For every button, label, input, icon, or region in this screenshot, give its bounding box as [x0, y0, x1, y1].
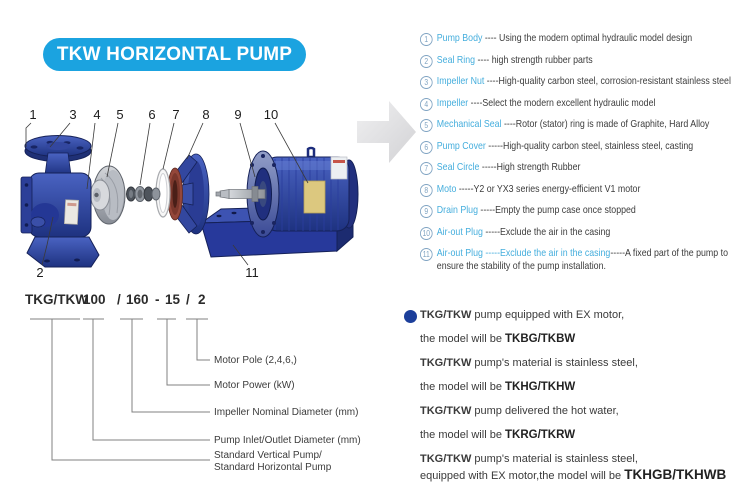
item-number-badge: 11 [420, 248, 433, 261]
label-motor-power: Motor Power (kW) [214, 380, 295, 391]
part-desc: ---- Using the modern optimal hydraulic model design [482, 32, 693, 44]
exploded-pump-diagram [5, 95, 420, 290]
motor-shaft [216, 187, 265, 202]
label-impeller-diameter: Impeller Nominal Diameter (mm) [214, 407, 359, 418]
part-number-11: 11 [245, 265, 259, 280]
pump-cover [168, 154, 210, 234]
parts-list-item [420, 140, 756, 154]
item-number-badge: 10 [420, 227, 433, 240]
right-arrow-icon [357, 101, 416, 163]
part-number-4: 4 [93, 107, 101, 122]
variant-desc: pump equipped with EX motor, [471, 309, 625, 321]
part-number-5: 5 [116, 107, 124, 122]
model-separator: - [155, 292, 160, 307]
part-name: Seal Circle [436, 161, 480, 173]
model-pole: 2 [198, 292, 206, 307]
item-number-badge: 7 [420, 162, 433, 175]
variant-desc: the model will be [420, 381, 505, 393]
variant-line [420, 381, 756, 394]
part-desc: -----High strength Rubber [479, 161, 581, 173]
model-separator: / [117, 292, 121, 307]
item-number-badge: 8 [420, 184, 433, 197]
variant-model-code: TKBG/TKBW [505, 333, 576, 345]
variant-desc: pump's material is stainless steel, [471, 453, 638, 465]
pump-body [21, 136, 99, 268]
parts-list-item [420, 118, 756, 132]
part-number-8: 8 [202, 107, 210, 122]
part-desc: -----Empty the pump case once stopped [477, 204, 636, 216]
part-name: Pump Cover [436, 139, 486, 152]
parts-list-item [420, 247, 756, 273]
part-name: Mechanical Seal [436, 118, 502, 130]
parts-list-item [420, 54, 756, 68]
part-desc: ----Select the modern excellent hydraulic model [468, 96, 656, 109]
parts-list [420, 32, 756, 281]
item-number-badge: 9 [420, 205, 433, 218]
label-motor-pole: Motor Pole (2,4,6,) [214, 355, 297, 366]
part-name: Drain Plug [436, 204, 478, 216]
page-title: TKW HORIZONTAL PUMP [56, 43, 293, 65]
part-number-3: 3 [69, 107, 77, 122]
page-title-banner [43, 38, 306, 71]
model-power: 15 [165, 292, 181, 307]
series-code: TKG/TKW [420, 309, 472, 321]
variant-line [420, 333, 756, 346]
item-number-badge: 4 [420, 98, 433, 111]
item-number-badge: 5 [420, 119, 433, 132]
variant-desc: equipped with EX motor,the model will be [420, 470, 625, 482]
item-number-badge: 3 [420, 76, 433, 89]
part-number-7: 7 [172, 107, 180, 122]
part-name: Air-out Plug -----Exclude the air in the casing [436, 247, 611, 259]
part-number-9: 9 [234, 107, 242, 122]
variant-line [420, 357, 756, 370]
parts-list-item [420, 204, 756, 218]
parts-list-item [420, 97, 756, 111]
part-desc: -----Y2 or YX3 series energy-efficient V1 motor [456, 182, 641, 195]
series-code: TKG/TKW [420, 405, 472, 417]
model-series: TKG/TKW [25, 292, 88, 307]
label-inlet-outlet: Pump Inlet/Outlet Diameter (mm) [214, 435, 361, 446]
model-code-breakdown [20, 292, 400, 497]
model-code-tree [20, 292, 400, 497]
series-code: TKG/TKW [420, 357, 472, 369]
item-number-badge: 6 [420, 141, 433, 154]
motor-nameplate [304, 181, 325, 213]
label-standard-line1: Standard Vertical Pump/ [214, 450, 322, 461]
label-standard-line2: Standard Horizontal Pump [214, 462, 332, 473]
motor-eyebolt [308, 148, 314, 157]
model-impeller-size: 160 [126, 292, 149, 307]
part-name: Impeller Nut [436, 75, 485, 87]
part-name: Moto [436, 182, 457, 195]
variant-line [420, 405, 756, 418]
pump-body-label [64, 200, 78, 225]
part-name: Air-out Plug [436, 225, 483, 238]
part-number-6: 6 [148, 107, 156, 122]
part-desc: -----A fixed part of the pump to ensure the stability of the pump installation. [436, 247, 728, 272]
model-variants [398, 302, 756, 494]
variant-model-code: TKHG/TKHW [505, 381, 576, 393]
part-name: Impeller [436, 96, 469, 109]
model-separator: / [186, 292, 190, 307]
variant-model-code: TKRG/TKRW [505, 429, 576, 441]
part-desc: -----High-quality carbon steel, stainless steel, casting [485, 139, 694, 152]
part-desc: -----Exclude the air in the casing [482, 225, 611, 238]
variant-desc: pump's material is stainless steel, [471, 357, 638, 369]
parts-list-item [420, 226, 756, 240]
variants-text [420, 302, 756, 483]
parts-list-item [420, 32, 756, 46]
item-number-badge: 1 [420, 33, 433, 46]
parts-list-item [420, 75, 756, 89]
variant-line [420, 309, 756, 322]
variant-desc: the model will be [420, 429, 505, 441]
variant-line [420, 468, 756, 483]
variant-line [420, 453, 756, 466]
bullet-dot-icon [404, 310, 417, 323]
part-desc: ---- high strength rubber parts [475, 53, 593, 66]
variant-line [420, 429, 756, 442]
part-number-2: 2 [36, 265, 44, 280]
model-inlet-size: 100 [83, 292, 106, 307]
variant-desc: the model will be [420, 333, 505, 345]
part-number-1: 1 [29, 107, 37, 122]
part-name: Pump Body [436, 32, 483, 44]
series-code: TKG/TKW [420, 453, 472, 465]
variant-desc: pump delivered the hot water, [471, 405, 619, 417]
parts-list-item [420, 183, 756, 197]
part-number-10: 10 [263, 107, 279, 122]
item-number-badge: 2 [420, 55, 433, 68]
variant-model-code: TKHGB/TKHWB [624, 467, 727, 482]
part-desc: ----High-quality carbon steel, corrosion-resistant stainless steel [484, 75, 731, 87]
parts-list-item [420, 161, 756, 175]
part-desc: ----Rotor (stator) ring is made of Graphite, Hard Alloy [501, 118, 710, 130]
part-name: Seal Ring [436, 53, 476, 66]
